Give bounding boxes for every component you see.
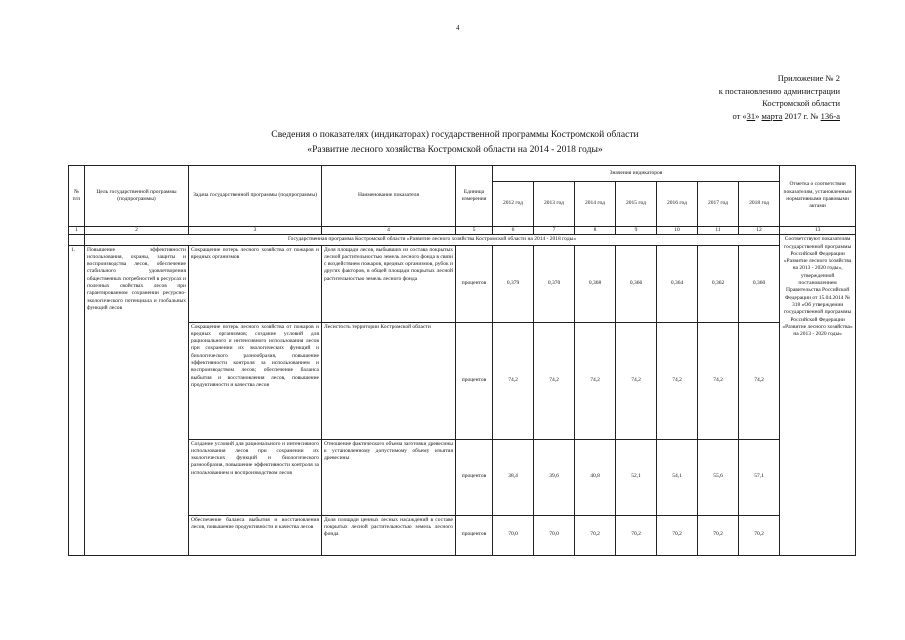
value-cell: 54,1 — [657, 439, 698, 515]
appendix-line-1: Приложение № 2 — [777, 73, 840, 83]
header-unit: Единица измерения — [456, 166, 493, 227]
col-number: 7 — [534, 227, 575, 235]
header-values-group: Значения индикаторов — [493, 166, 780, 182]
value-cell: 70,0 — [534, 515, 575, 555]
header-year: 2014 год — [575, 182, 616, 227]
header-num: № п/п — [69, 166, 85, 227]
value-cell: 0,379 — [493, 245, 534, 322]
value-cell: 52,1 — [616, 439, 657, 515]
col-number: 4 — [322, 227, 456, 235]
document-title — [150, 128, 760, 157]
col-number: 8 — [575, 227, 616, 235]
date-month: марта — [761, 110, 783, 121]
value-cell: 74,2 — [739, 322, 780, 439]
value-cell: 39,6 — [534, 439, 575, 515]
col-number: 3 — [189, 227, 322, 235]
indicator-cell: Доля площади ценных лесных насаждений в составе покрытых лесной растительностью земель лесного фонда — [322, 515, 456, 555]
col-number: 1 — [69, 227, 85, 235]
unit-cell: процентов — [456, 245, 493, 322]
compliance-note: Соответствуют показателям государственной программы Российской Федерации «Развитие лесного хозяйства на 2013 - 2020 годы», утвержденной постановлением Правительства Российской Федерации от 15.04.2014 № 318 «Об утверждении государственной программы Российской Федерации «Развитие лесного хозяйства» на 2013 - 2020 годы» — [780, 235, 856, 555]
value-cell: 38,4 — [493, 439, 534, 515]
value-cell: 57,1 — [739, 439, 780, 515]
header-note: Отметка о соответствии показателям, установленным нормативными правовыми актами — [780, 166, 856, 227]
value-cell: 74,2 — [575, 322, 616, 439]
col-number: 5 — [456, 227, 493, 235]
unit-cell: процентов — [456, 515, 493, 555]
value-cell: 74,2 — [657, 322, 698, 439]
col-number: 9 — [616, 227, 657, 235]
header-year: 2016 год — [657, 182, 698, 227]
value-cell: 0,368 — [575, 245, 616, 322]
date-mid-1: » — [755, 110, 762, 121]
appendix-line-3: Костромской области — [762, 98, 840, 109]
value-cell: 74,2 — [698, 322, 739, 439]
col-number: 10 — [657, 227, 698, 235]
appendix-date-line — [690, 110, 840, 123]
value-cell: 40,8 — [575, 439, 616, 515]
appendix-line-2: к постановлению администрации — [718, 85, 840, 96]
value-cell: 0,364 — [657, 245, 698, 322]
title-line-2: «Развитие лесного хозяйства Костромской области на 2014 - 2018 годы» — [307, 143, 603, 155]
col-number: 11 — [698, 227, 739, 235]
program-row-spacer — [69, 235, 85, 245]
task-cell: Сокращение потерь лесного хозяйства от пожаров и вредных организмов; создание условий для рационального и интенсивного использования лесов при сохранении их экологических функций и биологического разнообразия, повышение эффективности контроля за использованием и воспроизводством лесов; обеспечение баланса выбытия и восстановления лесов, повышение продуктивности и качества лесов — [189, 322, 322, 439]
value-cell: 70,2 — [657, 515, 698, 555]
unit-cell: процентов — [456, 322, 493, 439]
indicator-cell: Отношение фактического объема заготовки древесины к установленному допустимому объему изъятия древесины — [322, 439, 456, 515]
page-number: 4 — [456, 24, 460, 32]
header-indicator: Наименование показателя — [322, 166, 456, 227]
value-cell: 0,362 — [698, 245, 739, 322]
row-number: 1. — [69, 245, 85, 555]
date-number: 136-а — [820, 110, 840, 121]
value-cell: 70,2 — [616, 515, 657, 555]
header-year: 2017 год — [698, 182, 739, 227]
value-cell: 74,2 — [493, 322, 534, 439]
program-row — [69, 235, 856, 245]
header-task: Задача государственной программы (подпрограммы) — [189, 166, 322, 227]
value-cell: 70,2 — [698, 515, 739, 555]
unit-cell: процентов — [456, 439, 493, 515]
header-year: 2018 год — [739, 182, 780, 227]
date-prefix: от « — [732, 110, 747, 121]
header-year: 2015 год — [616, 182, 657, 227]
value-cell: 74,2 — [616, 322, 657, 439]
indicator-cell: Доля площади лесов, выбывших из состава покрытых лесной растительностью земель лесного фонда в связи с воздействием пожаров, вредных организмов, рубок и других факторов, в общей площади покрытых лесной растительностью земель лесного фонда — [322, 245, 456, 322]
value-cell: 0,366 — [616, 245, 657, 322]
col-number: 13 — [780, 227, 856, 235]
table-row — [69, 245, 856, 322]
indicators-table — [68, 165, 856, 556]
value-cell: 70,0 — [493, 515, 534, 555]
col-number: 6 — [493, 227, 534, 235]
program-goal: Повышение эффективности использования, охраны, защиты и воспроизводства лесов, обеспечение стабильного удовлетворения общественных потребностей в ресурсах и полезных свойствах лесов при гарантированном сохранении ресурсно-экологического потенциала и глобальных функций лесов — [85, 245, 189, 555]
value-cell: 74,2 — [534, 322, 575, 439]
column-number-row — [69, 227, 856, 235]
value-cell: 70,2 — [739, 515, 780, 555]
date-day: 31 — [746, 110, 756, 121]
task-cell: Обеспечение баланса выбытия и восстановления лесов, повышение продуктивности и качества лесов — [189, 515, 322, 555]
task-cell: Сокращение потерь лесного хозяйства от пожаров и вредных организмов — [189, 245, 322, 322]
program-name: Государственная программа Костромской области «Развитие лесного хозяйства Костромской области на 2014 - 2018 годы» — [85, 235, 780, 245]
appendix-header — [690, 72, 840, 122]
col-number: 2 — [85, 227, 189, 235]
value-cell: 0,370 — [534, 245, 575, 322]
header-year: 2012 год — [493, 182, 534, 227]
task-cell: Создание условий для рационального и интенсивного использования лесов при сохранении их экологических функций и биологического разнообразия, повышение эффективности контроля за использованием и воспроизводством лесов — [189, 439, 322, 515]
title-line-1: Сведения о показателях (индикаторах) государственной программы Костромской области — [271, 129, 639, 140]
value-cell: 0,360 — [739, 245, 780, 322]
date-mid-2: 2017 г. № — [782, 110, 821, 121]
col-number: 12 — [739, 227, 780, 235]
header-year: 2013 год — [534, 182, 575, 227]
indicator-cell: Лесистость территории Костромской области — [322, 322, 456, 439]
header-goal: Цель государственной программы (подпрограммы) — [85, 166, 189, 227]
header-row-1 — [69, 166, 856, 182]
value-cell: 70,2 — [575, 515, 616, 555]
value-cell: 55,6 — [698, 439, 739, 515]
